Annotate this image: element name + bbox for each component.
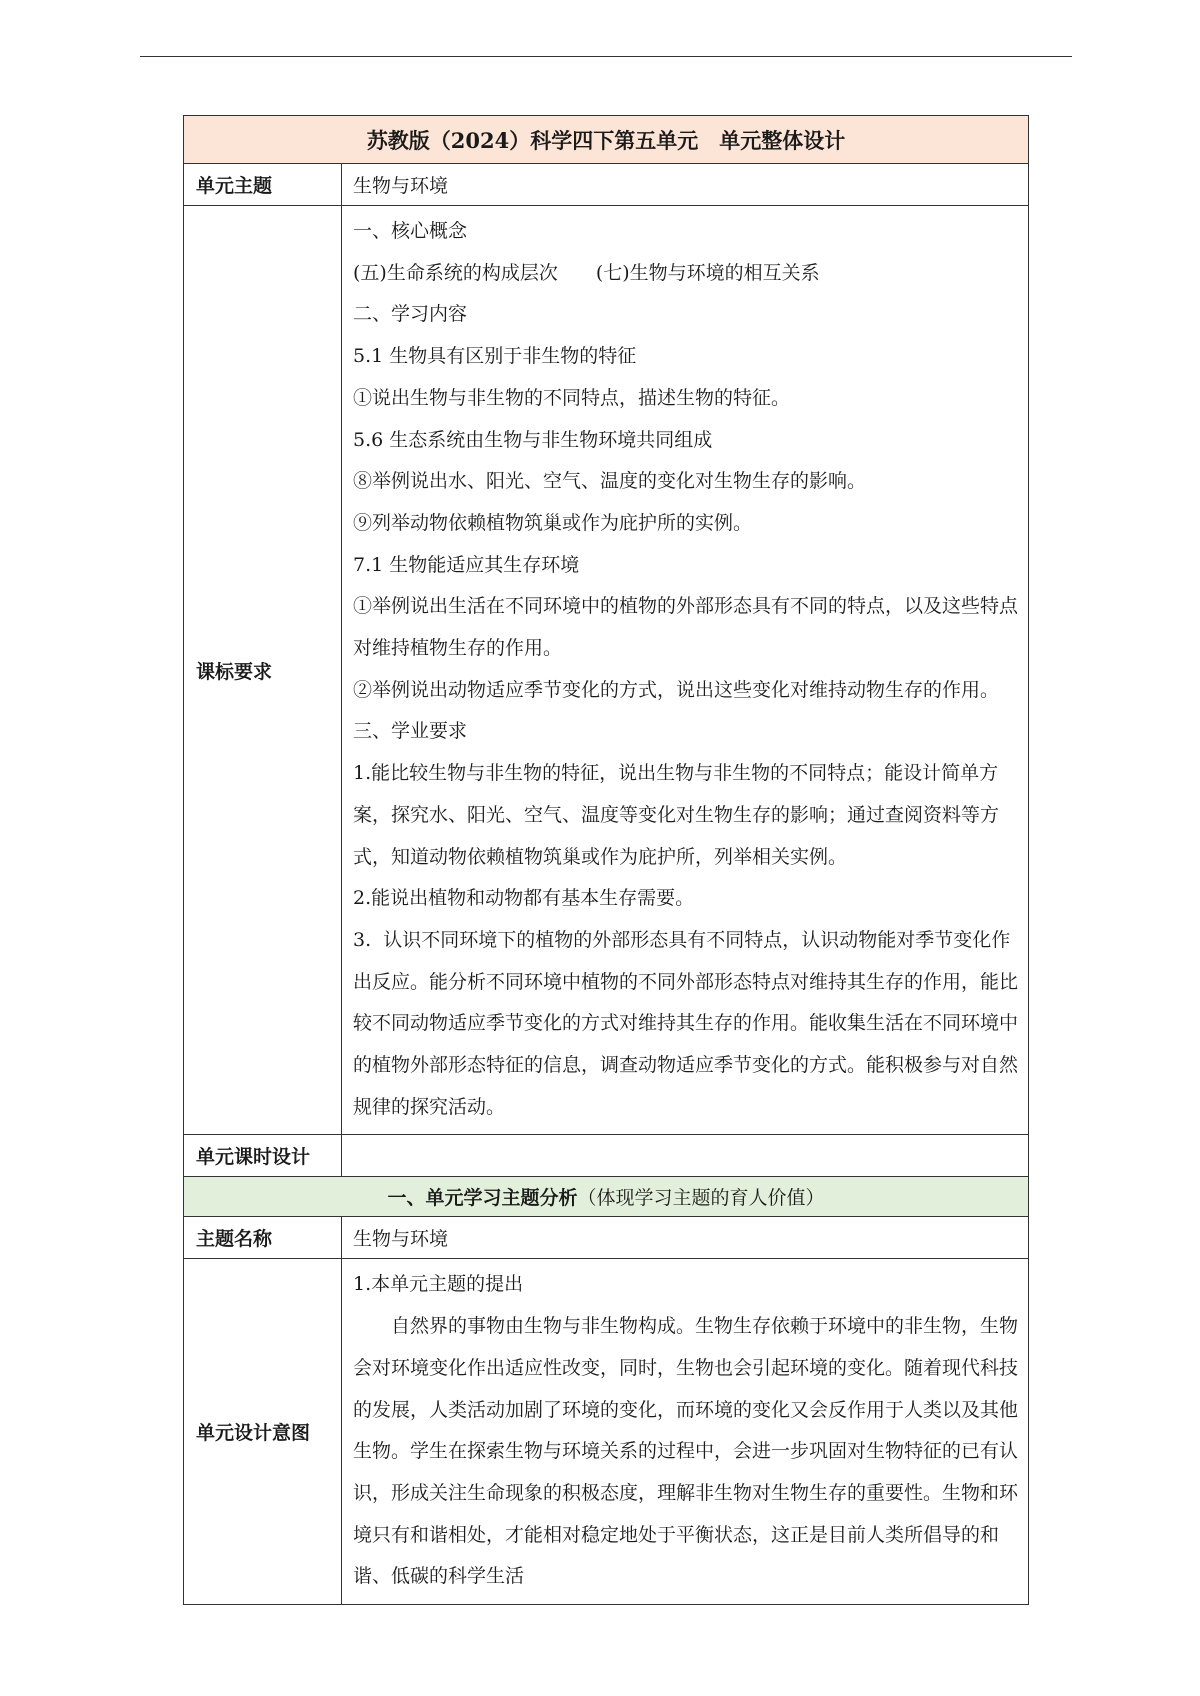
section-one-title: 一、单元学习主题分析 (387, 1187, 578, 1210)
design-intent-label: 单元设计意图 (184, 1259, 342, 1605)
topic-name-label: 主题名称 (184, 1217, 342, 1259)
curriculum-line: 1.能比较生物与非生物的特征，说出生物与非生物的不同特点；能设计简单方案，探究水、阳光、空气、温度等变化对生物生存的影响；通过查阅资料等方式，知道动物依赖植物筑巢或作为庇护所，列举相关实例。 (353, 762, 1000, 868)
curriculum-line: ⑨列举动物依赖植物筑巢或作为庇护所的实例。 (353, 511, 753, 534)
design-intent-heading: 1.本单元主题的提出 (353, 1273, 524, 1296)
curriculum-label: 课标要求 (184, 206, 342, 1135)
curriculum-line: 3. 认识不同环境下的植物的外部形态具有不同特点，认识动物能对季节变化作出反应。能分析不同环境中植物的不同外部形态特点对维持其生存的作用，能比较不同动物适应季节变化的方式对维持其生存的作用。能收集生活在不同环境中的植物外部形态特征的信息，调查动物适应季节变化的方式。能积极参与对自然规律的探究活动。 (353, 928, 1019, 1118)
unit-design-table (183, 115, 1029, 1605)
lesson-design-label: 单元课时设计 (184, 1135, 342, 1177)
curriculum-line: 一、核心概念 (353, 220, 468, 242)
curriculum-line: ①说出生物与非生物的不同特点，描述生物的特征。 (353, 386, 791, 409)
curriculum-line: ②举例说出动物适应季节变化的方式，说出这些变化对维持动物生存的作用。 (353, 678, 1000, 701)
unit-theme-value: 生物与环境 (342, 164, 1029, 206)
section-one-heading (184, 1177, 1029, 1217)
lesson-design-row (184, 1135, 1029, 1177)
curriculum-line: 7.1 生物能适应其生存环境 (353, 553, 580, 576)
topic-name-value: 生物与环境 (342, 1217, 1029, 1259)
design-intent-paragraph: 自然界的事物由生物与非生物构成。生物生存依赖于环境中的非生物，生物会对环境变化作出适应性改变，同时，生物也会引起环境的变化。随着现代科技的发展，人类活动加剧了环境的变化，而环境的变化又会反作用于人类以及其他生物。学生在探索生物与环境关系的过程中，会进一步巩固对生物特征的已有认识，形成关注生命现象的积极态度，理解非生物对生物生存的重要性。生物和环境只有和谐相处，才能相对稳定地处于平衡状态，这正是目前人类所倡导的和谐、低碳的科学生活 (353, 1315, 1019, 1588)
curriculum-line: ①举例说出生活在不同环境中的植物的外部形态具有不同的特点，以及这些特点对维持植物生存的作用。 (353, 595, 1019, 660)
curriculum-line: ⑧举例说出水、阳光、空气、温度的变化对生物生存的影响。 (353, 470, 867, 493)
header-rule (140, 56, 1072, 57)
document-title: 苏教版（2024）科学四下第五单元 单元整体设计 (184, 116, 1029, 164)
curriculum-line: 三、学业要求 (353, 720, 468, 743)
unit-theme-label: 单元主题 (184, 164, 342, 206)
section-one-note: （体现学习主题的育人价值） (577, 1187, 825, 1210)
design-intent-content (342, 1259, 1029, 1605)
curriculum-content (342, 206, 1029, 1135)
unit-theme-row (184, 164, 1029, 206)
topic-name-row (184, 1217, 1029, 1259)
curriculum-line: 二、学习内容 (353, 303, 468, 326)
design-intent-row (184, 1259, 1029, 1605)
title-row (184, 116, 1029, 164)
curriculum-line: (五)生命系统的构成层次 (七)生物与环境的相互关系 (353, 261, 820, 284)
lesson-design-value (342, 1135, 1029, 1177)
curriculum-row (184, 206, 1029, 1135)
curriculum-line: 5.1 生物具有区别于非生物的特征 (353, 345, 637, 368)
curriculum-line: 5.6 生态系统由生物与非生物环境共同组成 (353, 428, 713, 451)
section-one-row (184, 1177, 1029, 1217)
curriculum-line: 2.能说出植物和动物都有基本生存需要。 (353, 887, 695, 910)
